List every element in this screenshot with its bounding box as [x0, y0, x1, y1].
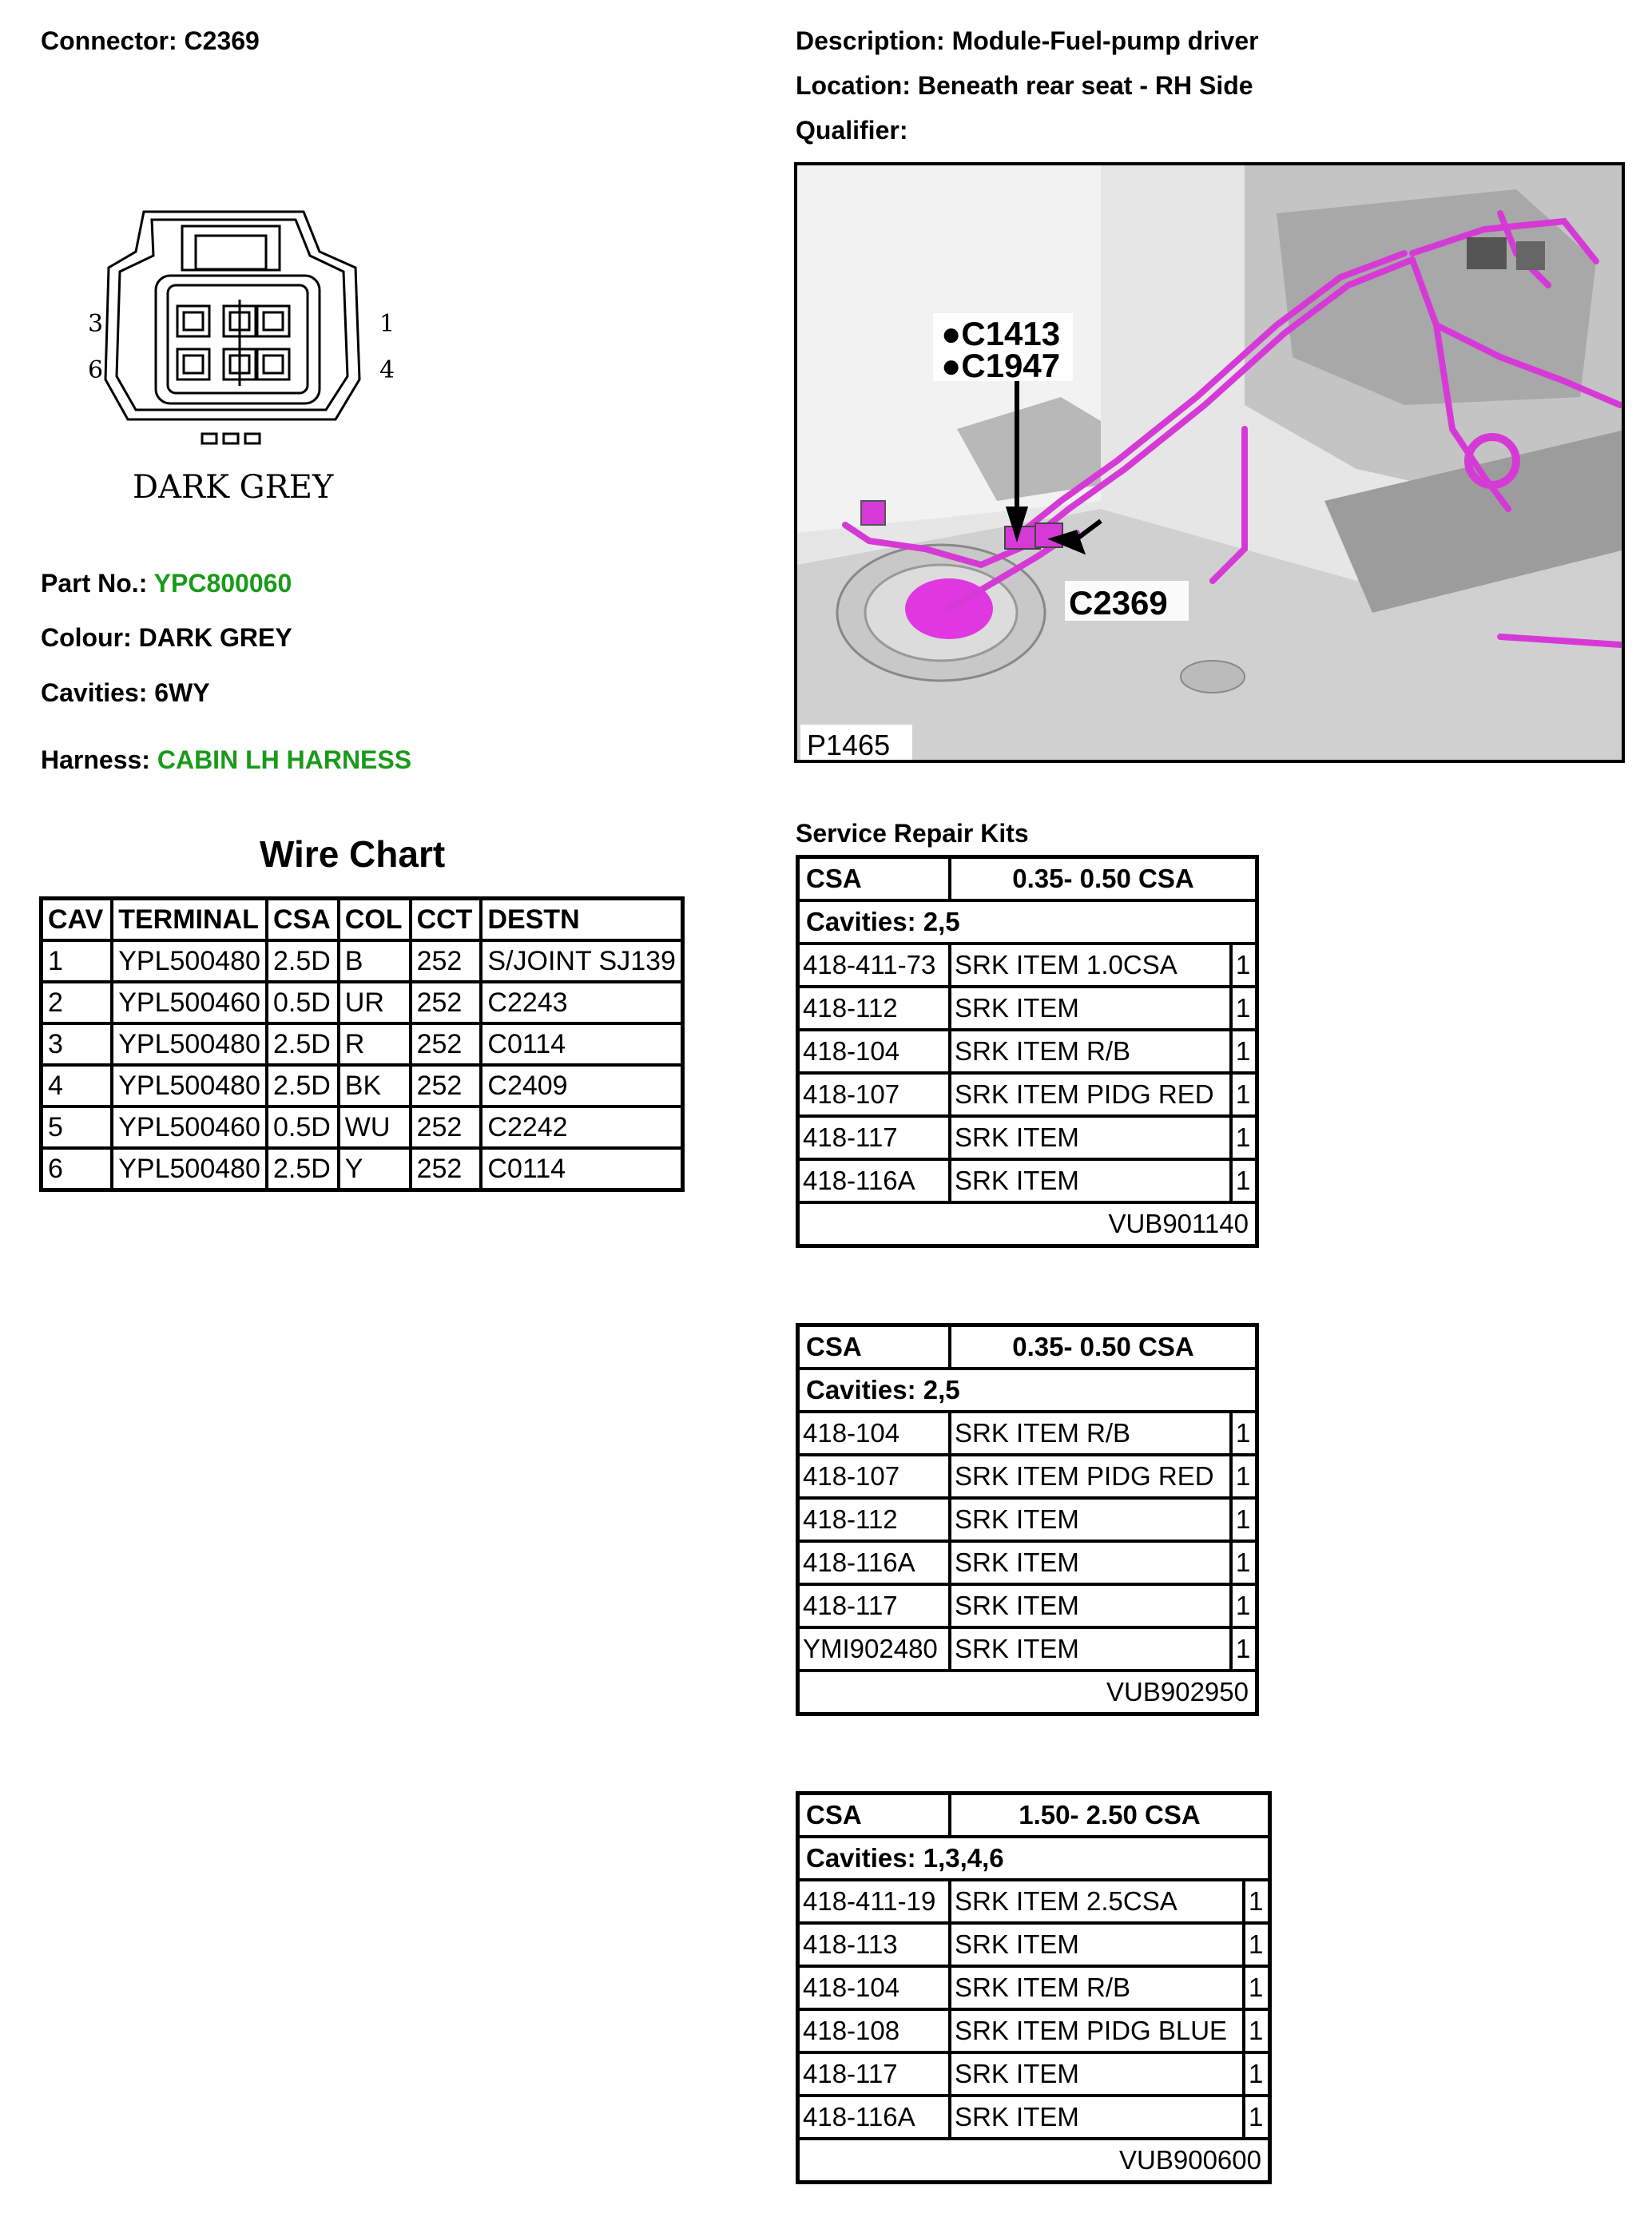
kit-item-row	[798, 1116, 1257, 1159]
kit-item-qty: 1	[1231, 1627, 1257, 1671]
table-row	[42, 1065, 683, 1106]
col-header: TERMINAL	[112, 899, 267, 941]
kit-number: VUB901140	[798, 1202, 1257, 1246]
table-cell: R	[339, 1023, 411, 1065]
kit-item-part: 418-116A	[798, 2096, 951, 2139]
table-cell: WU	[339, 1106, 411, 1148]
table-cell: 252	[411, 940, 482, 982]
kit-item-qty: 1	[1244, 1966, 1270, 2009]
table-row	[42, 1023, 683, 1065]
kit-item-row	[798, 1584, 1257, 1627]
kit-item-row	[798, 2096, 1270, 2139]
table-cell: YPL500460	[112, 982, 267, 1023]
kit-item-desc: SRK ITEM 2.5CSA	[950, 1880, 1244, 1923]
kit-item-desc: SRK ITEM 1.0CSA	[950, 944, 1231, 987]
kit-item-desc: SRK ITEM	[950, 1159, 1231, 1202]
kit-item-row	[798, 1455, 1257, 1498]
wire-chart-header-row	[42, 899, 683, 941]
kit-item-part: 418-117	[798, 1116, 951, 1159]
kit-item-part: 418-117	[798, 2052, 951, 2096]
col-header: CSA	[267, 899, 339, 941]
kit-cavities-row	[798, 1369, 1257, 1412]
kit-item-part: 418-411-19	[798, 1880, 951, 1923]
harness-value: CABIN LH HARNESS	[157, 745, 412, 774]
qualifier: Qualifier:	[796, 116, 908, 145]
kit-item-qty: 1	[1231, 1159, 1257, 1202]
kit-item-qty: 1	[1231, 1541, 1257, 1584]
kit-item-row	[798, 1880, 1270, 1923]
kit-cavities-row	[798, 1837, 1270, 1880]
table-cell: YPL500480	[112, 1148, 267, 1190]
table-cell: 0.5D	[267, 982, 339, 1023]
service-repair-kits-title: Service Repair Kits	[796, 819, 1029, 848]
table-row	[42, 940, 683, 982]
kit-item-row	[798, 1159, 1257, 1202]
kit-item-qty: 1	[1231, 1498, 1257, 1541]
table-cell: C0114	[481, 1148, 682, 1190]
kit-item-row	[798, 2052, 1270, 2096]
kit-item-row	[798, 2009, 1270, 2052]
kit-item-part: 418-104	[798, 1030, 951, 1073]
kit-item-row	[798, 1541, 1257, 1584]
table-row	[42, 1148, 683, 1190]
connector-face-diagram	[80, 196, 415, 523]
callout-c1947: ●C1947	[941, 347, 1061, 384]
kit-item-desc: SRK ITEM R/B	[950, 1966, 1244, 2009]
cavities-label: Cavities: 6WY	[41, 678, 210, 707]
kit-item-part: 418-107	[798, 1073, 951, 1116]
table-cell: BK	[339, 1065, 411, 1106]
kit-item-part: YMI902480	[798, 1627, 951, 1671]
table-cell: YPL500460	[112, 1106, 267, 1148]
kit-item-part: 418-108	[798, 2009, 951, 2052]
table-cell: 2.5D	[267, 1065, 339, 1106]
kit-item-part: 418-117	[798, 1584, 951, 1627]
kit-item-qty: 1	[1244, 2052, 1270, 2096]
col-header: COL	[339, 899, 411, 941]
kit-item-row	[798, 944, 1257, 987]
kit-item-row	[798, 987, 1257, 1030]
kit-item-row	[798, 1627, 1257, 1671]
kit-item-desc: SRK ITEM	[950, 987, 1231, 1030]
kit-item-part: 418-104	[798, 1412, 951, 1455]
kit-item-qty: 1	[1231, 1584, 1257, 1627]
kit-item-part: 418-113	[798, 1923, 951, 1966]
table-cell: C0114	[481, 1023, 682, 1065]
table-cell: 6	[42, 1148, 113, 1190]
pin-label-1: 1	[379, 310, 395, 338]
part-number-value: YPC800060	[153, 569, 292, 598]
part-number	[41, 569, 292, 598]
table-cell: 2.5D	[267, 940, 339, 982]
table-cell: 2.5D	[267, 1023, 339, 1065]
kit-item-part: 418-116A	[798, 1159, 951, 1202]
kit-csa-row	[798, 1325, 1257, 1369]
kit-number-row	[798, 2139, 1270, 2183]
table-row	[42, 982, 683, 1023]
kit-item-qty: 1	[1231, 1412, 1257, 1455]
kit-number: VUB902950	[798, 1671, 1257, 1714]
kit-item-qty: 1	[1231, 1030, 1257, 1073]
harness	[41, 745, 411, 775]
kit-csa-label: CSA	[798, 857, 951, 901]
kit-item-qty: 1	[1244, 1923, 1270, 1966]
table-cell: YPL500480	[112, 1023, 267, 1065]
kit-item-part: 418-104	[798, 1966, 951, 2009]
kit-cavities-row	[798, 900, 1257, 944]
kit-item-qty: 1	[1244, 2096, 1270, 2139]
location: Location: Beneath rear seat - RH Side	[796, 71, 1253, 100]
table-cell: 1	[42, 940, 113, 982]
table-cell: S/JOINT SJ139	[481, 940, 682, 982]
colour-label: Colour: DARK GREY	[41, 623, 292, 652]
repair-kit-table	[796, 855, 1259, 1248]
kit-cavities: Cavities: 2,5	[798, 1369, 1257, 1412]
kit-item-desc: SRK ITEM	[950, 1498, 1231, 1541]
kit-item-qty: 1	[1244, 1880, 1270, 1923]
kit-item-part: 418-107	[798, 1455, 951, 1498]
pin-label-3: 3	[88, 310, 104, 338]
kit-item-row	[798, 1966, 1270, 2009]
col-header: CAV	[42, 899, 113, 941]
pin-label-4: 4	[379, 356, 395, 384]
table-row	[42, 1106, 683, 1148]
kit-item-row	[798, 1030, 1257, 1073]
kit-csa-value: 0.35- 0.50 CSA	[950, 1325, 1257, 1369]
kit-item-desc: SRK ITEM	[950, 1584, 1231, 1627]
kit-item-qty: 1	[1231, 1455, 1257, 1498]
table-cell: 252	[411, 1023, 482, 1065]
kit-csa-label: CSA	[798, 1325, 951, 1369]
table-cell: 252	[411, 1106, 482, 1148]
col-header: CCT	[411, 899, 482, 941]
kit-csa-value: 0.35- 0.50 CSA	[950, 857, 1257, 901]
table-cell: C2242	[481, 1106, 682, 1148]
kit-item-desc: SRK ITEM	[950, 2052, 1244, 2096]
kit-csa-row	[798, 857, 1257, 901]
kit-csa-label: CSA	[798, 1794, 951, 1838]
wire-chart-table	[39, 896, 685, 1192]
table-cell: 252	[411, 982, 482, 1023]
kit-item-qty: 1	[1231, 944, 1257, 987]
connector-label: Connector: C2369	[41, 26, 260, 55]
kit-item-qty: 1	[1231, 1116, 1257, 1159]
kit-item-desc: SRK ITEM R/B	[950, 1030, 1231, 1073]
kit-item-desc: SRK ITEM	[950, 2096, 1244, 2139]
figure-id: P1465	[807, 729, 891, 761]
wire-chart-title: Wire Chart	[260, 833, 446, 875]
kit-item-row	[798, 1073, 1257, 1116]
location-illustration	[794, 162, 1625, 763]
table-cell: 3	[42, 1023, 113, 1065]
kit-number-row	[798, 1671, 1257, 1714]
pin-label-6: 6	[88, 356, 104, 384]
kit-item-row	[798, 1412, 1257, 1455]
kit-csa-row	[798, 1794, 1270, 1838]
table-cell: UR	[339, 982, 411, 1023]
table-cell: 2.5D	[267, 1148, 339, 1190]
kit-number-row	[798, 1202, 1257, 1246]
kit-item-desc: SRK ITEM	[950, 1541, 1231, 1584]
kit-item-desc: SRK ITEM PIDG RED	[950, 1455, 1231, 1498]
kit-item-part: 418-112	[798, 1498, 951, 1541]
kit-item-qty: 1	[1244, 2009, 1270, 2052]
kit-number: VUB900600	[798, 2139, 1270, 2183]
kit-item-desc: SRK ITEM PIDG BLUE	[950, 2009, 1244, 2052]
table-cell: 2	[42, 982, 113, 1023]
kit-item-part: 418-112	[798, 987, 951, 1030]
kit-item-row	[798, 1498, 1257, 1541]
callout-c2369: C2369	[1069, 584, 1168, 622]
kit-item-row	[798, 1923, 1270, 1966]
harness-label: Harness:	[41, 745, 150, 774]
table-cell: 5	[42, 1106, 113, 1148]
table-cell: 252	[411, 1148, 482, 1190]
description: Description: Module-Fuel-pump driver	[796, 26, 1259, 55]
table-cell: 4	[42, 1065, 113, 1106]
table-cell: YPL500480	[112, 1065, 267, 1106]
kit-item-desc: SRK ITEM	[950, 1627, 1231, 1671]
kit-csa-value: 1.50- 2.50 CSA	[950, 1794, 1270, 1838]
table-cell: 0.5D	[267, 1106, 339, 1148]
kit-item-desc: SRK ITEM R/B	[950, 1412, 1231, 1455]
kit-cavities: Cavities: 1,3,4,6	[798, 1837, 1270, 1880]
part-number-label: Part No.:	[41, 569, 148, 598]
table-cell: B	[339, 940, 411, 982]
callout-c1413: ●C1413	[941, 315, 1061, 352]
kit-item-desc: SRK ITEM	[950, 1116, 1231, 1159]
table-cell: Y	[339, 1148, 411, 1190]
col-header: DESTN	[481, 899, 682, 941]
kit-item-desc: SRK ITEM	[950, 1923, 1244, 1966]
table-cell: C2243	[481, 982, 682, 1023]
table-cell: 252	[411, 1065, 482, 1106]
repair-kit-table	[796, 1791, 1272, 2184]
kit-cavities: Cavities: 2,5	[798, 900, 1257, 944]
connector-colour-caption: DARK GREY	[133, 469, 334, 506]
kit-item-part: 418-116A	[798, 1541, 951, 1584]
table-cell: YPL500480	[112, 940, 267, 982]
kit-item-part: 418-411-73	[798, 944, 951, 987]
kit-item-qty: 1	[1231, 1073, 1257, 1116]
table-cell: C2409	[481, 1065, 682, 1106]
kit-item-qty: 1	[1231, 987, 1257, 1030]
kit-item-desc: SRK ITEM PIDG RED	[950, 1073, 1231, 1116]
repair-kit-table	[796, 1323, 1259, 1716]
